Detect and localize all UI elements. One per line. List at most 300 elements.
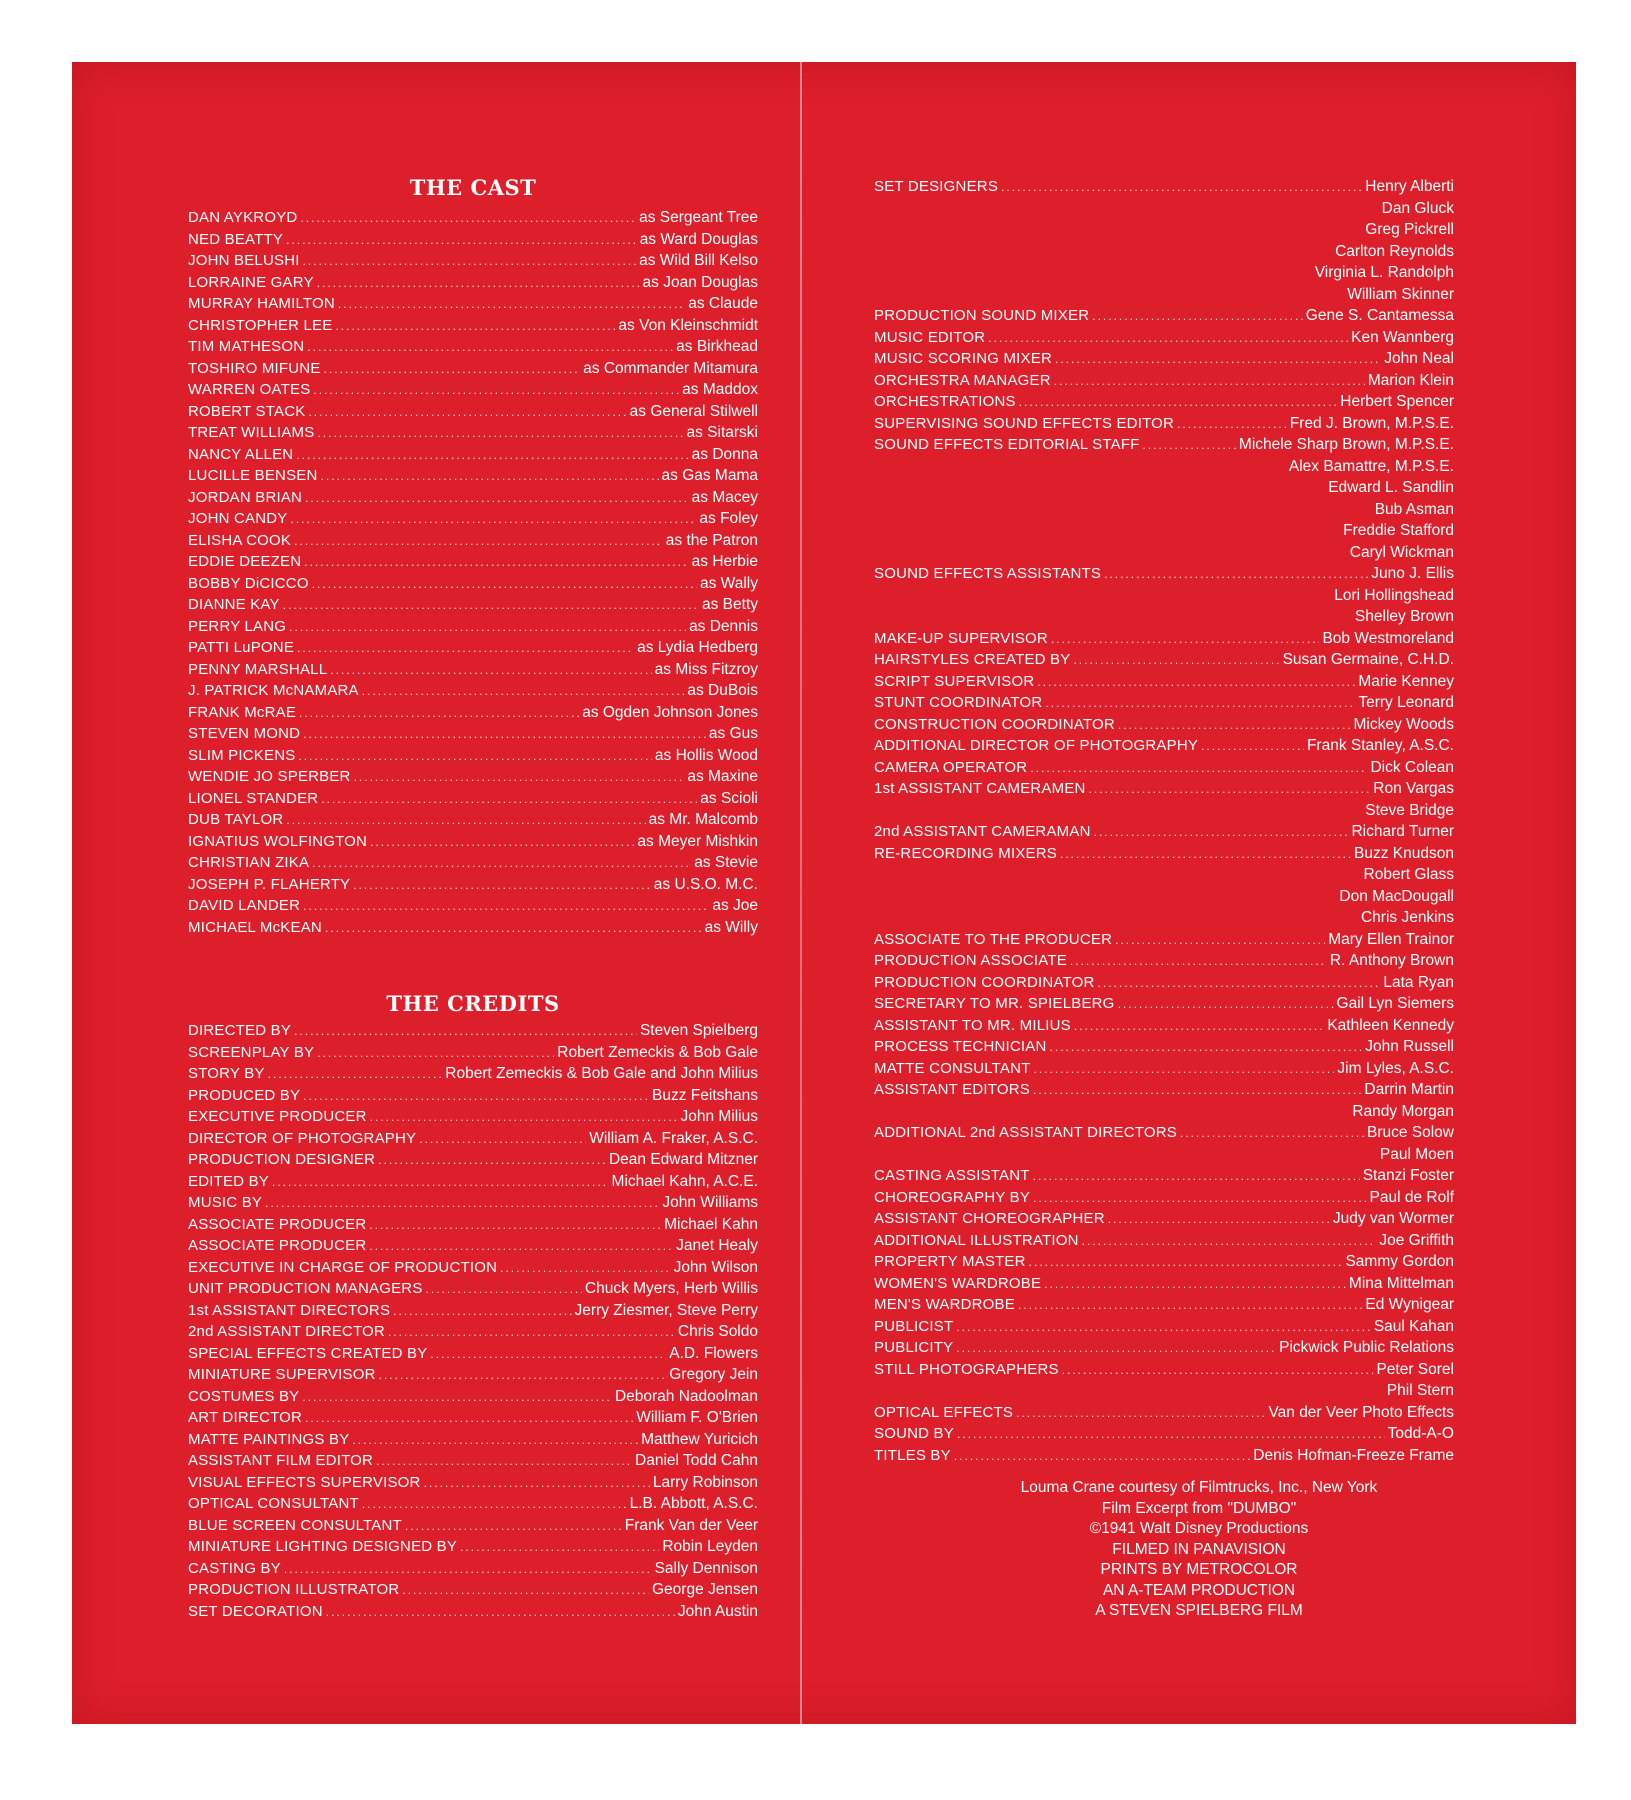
crew-entry-value: William Skinner [1347, 285, 1454, 303]
crew-entry-value: Susan Germaine, C.H.D. [1282, 651, 1454, 668]
credit-entry [188, 1450, 758, 1472]
credits-heading: THE CREDITS [386, 991, 560, 1016]
crew-entry [874, 413, 1454, 435]
credit-entry [188, 1472, 758, 1494]
dot-leader [426, 1279, 582, 1301]
credit-entry [188, 1171, 758, 1193]
crew-entry [874, 1337, 1454, 1359]
crew-entry [874, 671, 1454, 693]
crew-list [874, 176, 1454, 1466]
crew-entry-value: Kathleen Kennedy [1327, 1016, 1454, 1034]
crew-entry-value: Gene S. Cantamessa [1305, 307, 1454, 324]
crew-entry [874, 1423, 1454, 1445]
crew-entry-value: Dan Gluck [1381, 199, 1454, 217]
crew-entry-label: STUNT COORDINATOR [874, 694, 1043, 711]
dot-leader [1118, 715, 1351, 737]
crew-entry-value: Herbert Spencer [1340, 393, 1454, 410]
credit-entry [188, 1020, 758, 1042]
crew-entry-label: ORCHESTRATIONS [874, 393, 1016, 410]
credit-entry [188, 1128, 758, 1150]
cast-entry-label: WENDIE JO SPERBER [188, 768, 351, 785]
crew-entry [874, 563, 1454, 585]
credit-entry [188, 1278, 758, 1300]
crew-entry [874, 1230, 1454, 1252]
cast-entry-label: STEVEN MOND [188, 725, 301, 742]
crew-entry-value: Bub Asman [1374, 500, 1454, 518]
cast-entry-label: JOHN BELUSHI [188, 252, 300, 269]
cast-entry [188, 723, 758, 745]
dot-leader [1033, 1166, 1360, 1188]
cast-entry [188, 659, 758, 681]
cast-entry-label: NANCY ALLEN [188, 445, 294, 463]
crew-entry [874, 1015, 1454, 1037]
crew-entry-label: ASSISTANT CHOREOGRAPHER [874, 1210, 1105, 1227]
crew-entry-value: Ron Vargas [1373, 780, 1454, 797]
crew-entry-value: Juno J. Ellis [1371, 565, 1454, 582]
cast-entry [188, 250, 758, 272]
crew-entry-label: ASSOCIATE TO THE PRODUCER [874, 930, 1113, 948]
crew-entry [874, 1079, 1454, 1101]
dot-leader [305, 1408, 633, 1430]
cast-entry-label: WARREN OATES [188, 381, 311, 398]
cast-entry-label: JOHN CANDY [188, 510, 288, 527]
footer-line: Louma Crane courtesy of Filmtrucks, Inc., New York [1020, 1479, 1378, 1496]
crew-entry-value: Chris Jenkins [1360, 909, 1454, 926]
cast-entry-label: J. PATRICK McNAMARA [188, 682, 359, 699]
cast-entry-value: as Sergeant Tree [639, 209, 758, 226]
dot-leader [1051, 629, 1320, 651]
crew-entry-label: STILL PHOTOGRAPHERS [874, 1360, 1059, 1378]
dot-leader [1089, 779, 1371, 801]
cast-entry [188, 702, 758, 724]
crew-entry [874, 606, 1454, 628]
dot-leader [460, 1537, 659, 1559]
dot-leader [362, 1494, 627, 1516]
dot-leader [312, 853, 691, 875]
crew-entry [874, 735, 1454, 757]
dot-leader [268, 1064, 443, 1086]
cast-entry [188, 809, 758, 831]
dot-leader [402, 1580, 649, 1602]
cast-entry-value: as Scioli [700, 789, 758, 807]
cast-entry-value: as Mr. Malcomb [648, 811, 758, 828]
dot-leader [1033, 1188, 1366, 1210]
cast-entry-label: FRANK McRAE [188, 703, 297, 721]
crew-entry-value: Van der Veer Photo Effects [1268, 1403, 1454, 1421]
dot-leader [405, 1516, 622, 1538]
crew-entry [874, 993, 1454, 1015]
crew-entry-value: Robert Glass [1363, 866, 1454, 883]
crew-entry-value: Dick Colean [1370, 758, 1454, 776]
crew-entry [874, 262, 1454, 284]
crew-entry-value: Darrin Martin [1364, 1081, 1454, 1098]
crew-entry-value: Alex Bamattre, M.P.S.E. [1288, 457, 1454, 475]
credit-entry-value: Robert Zemeckis & Bob Gale and John Milius [445, 1065, 758, 1082]
crew-entry [874, 1445, 1454, 1467]
credit-entry-label: EXECUTIVE IN CHARGE OF PRODUCTION [188, 1258, 498, 1276]
crew-entry [874, 176, 1454, 198]
dot-leader [369, 1236, 673, 1258]
crew-entry-label: PRODUCTION ASSOCIATE [874, 952, 1067, 969]
crew-entry-value: Bruce Solow [1366, 1124, 1454, 1141]
crew-entry-label: ORCHESTRA MANAGER [874, 371, 1051, 389]
credit-entry-value: Robin Leyden [662, 1538, 758, 1555]
crew-entry-value: Henry Alberti [1365, 178, 1454, 195]
crew-entry [874, 520, 1454, 542]
crew-entry-value: Fred J. Brown, M.P.S.E. [1289, 414, 1454, 432]
cast-entry-label: MICHAEL McKEAN [188, 918, 322, 936]
crew-entry-value: Saul Kahan [1373, 1317, 1454, 1335]
crew-entry-value: Frank Stanley, A.S.C. [1306, 737, 1454, 754]
cast-entry [188, 358, 758, 380]
crew-entry [874, 886, 1454, 908]
crew-entry [874, 864, 1454, 886]
crew-entry-value: Don MacDougall [1339, 887, 1454, 905]
dot-leader [286, 810, 645, 832]
crew-entry-label: MATTE CONSULTANT [874, 1059, 1031, 1077]
crew-entry-value: Caryl Wickman [1349, 543, 1454, 561]
credit-entry [188, 1493, 758, 1515]
cast-entry-value: as DuBois [687, 682, 758, 699]
crew-entry-value: Buzz Knudson [1354, 844, 1454, 862]
crew-entry-value: Virginia L. Randolph [1314, 264, 1454, 281]
cast-entry-label: TIM MATHESON [188, 338, 305, 355]
credit-entry-label: ASSISTANT FILM EDITOR [188, 1452, 374, 1469]
dot-leader [307, 337, 673, 359]
dot-leader [1050, 1037, 1363, 1059]
credit-entry-label: 2nd ASSISTANT DIRECTOR [188, 1323, 385, 1340]
credit-entry [188, 1149, 758, 1171]
cast-entry [188, 508, 758, 530]
dot-leader [1029, 1252, 1343, 1274]
crew-entry-label: ADDITIONAL 2nd ASSISTANT DIRECTORS [874, 1124, 1177, 1141]
dot-leader [1073, 650, 1279, 672]
crew-entry-label: CASTING ASSISTANT [874, 1167, 1030, 1184]
dot-leader [1098, 973, 1381, 995]
cast-entry [188, 594, 758, 616]
crew-entry [874, 391, 1454, 413]
credit-entry [188, 1601, 758, 1623]
cast-entry-label: CHRISTIAN ZIKA [188, 854, 310, 871]
credit-entry-label: ASSOCIATE PRODUCER [188, 1237, 367, 1254]
dot-leader [313, 380, 679, 402]
credit-entry-label: STORY BY [188, 1065, 265, 1082]
cast-entry [188, 379, 758, 401]
credit-entry [188, 1343, 758, 1365]
dot-leader [1180, 1123, 1364, 1145]
cast-entry [188, 229, 758, 251]
dot-leader [1054, 371, 1365, 393]
dot-leader [321, 789, 697, 811]
dot-leader [1045, 693, 1355, 715]
credit-entry-value: Matthew Yuricich [641, 1430, 758, 1448]
crew-entry-value: Carlton Reynolds [1335, 242, 1454, 260]
crew-entry-value: Denis Hofman-Freeze Frame [1253, 1446, 1454, 1464]
dot-leader [294, 531, 663, 553]
credit-entry [188, 1321, 758, 1343]
crew-entry-label: TITLES BY [874, 1446, 951, 1464]
cast-entry [188, 852, 758, 874]
crew-entry-label: ASSISTANT EDITORS [874, 1081, 1030, 1098]
crew-entry [874, 241, 1454, 263]
crew-entry [874, 1165, 1454, 1187]
crew-entry-label: ADDITIONAL DIRECTOR OF PHOTOGRAPHY [874, 737, 1199, 754]
credit-entry-value: John Milius [680, 1108, 758, 1125]
cast-entry-value: as Commander Mitamura [583, 359, 758, 377]
credit-entry-value: George Jensen [652, 1581, 758, 1598]
crew-entry-label: PRODUCTION COORDINATOR [874, 973, 1095, 991]
cast-entry-value: as Ward Douglas [639, 230, 758, 248]
cast-heading: THE CAST [409, 175, 537, 200]
crew-entry [874, 1144, 1454, 1166]
dot-leader [1070, 951, 1327, 973]
footer-line: AN A-TEAM PRODUCTION [1102, 1581, 1296, 1599]
cast-entry-value: as Von Kleinschmidt [618, 316, 758, 334]
credits-list [188, 1020, 758, 1622]
credit-entry-value: Jerry Ziesmer, Steve Perry [574, 1301, 758, 1319]
cast-entry-value: as Sitarski [686, 424, 758, 441]
dot-leader [424, 1473, 650, 1495]
crew-entry-label: CHOREOGRAPHY BY [874, 1188, 1031, 1206]
dot-leader [303, 1086, 649, 1108]
crew-entry-label: PROCESS TECHNICIAN [874, 1038, 1047, 1055]
credit-entry-value: A.D. Flowers [669, 1344, 758, 1362]
dot-leader [1016, 1403, 1265, 1425]
crew-entry-label: ASSISTANT TO MR. MILIUS [874, 1016, 1071, 1034]
credit-entry-value: Deborah Nadoolman [614, 1387, 758, 1405]
crew-entry [874, 821, 1454, 843]
crew-entry-label: PRODUCTION SOUND MIXER [874, 307, 1090, 324]
crew-entry-label: MUSIC EDITOR [874, 328, 986, 346]
cast-entry-label: PATTI LuPONE [188, 639, 295, 656]
dot-leader [419, 1129, 586, 1151]
credit-entry-value: Frank Van der Veer [624, 1516, 758, 1534]
credit-entry [188, 1042, 758, 1064]
cast-entry-value: as Betty [702, 596, 758, 613]
cast-entry [188, 207, 758, 229]
dot-leader [324, 359, 581, 381]
footer-notes [874, 1478, 1454, 1622]
crew-entry-value: R. Anthony Brown [1329, 952, 1454, 969]
crew-entry [874, 1402, 1454, 1424]
dot-leader [286, 230, 637, 252]
crew-entry [874, 950, 1454, 972]
cast-entry-label: DIANNE KAY [188, 596, 280, 613]
crew-entry-value: Sammy Gordon [1345, 1253, 1454, 1270]
crew-entry-value: Lata Ryan [1383, 973, 1454, 991]
crew-entry-label: SCRIPT SUPERVISOR [874, 672, 1035, 690]
credit-entry [188, 1429, 758, 1451]
crew-entry-value: Michele Sharp Brown, M.P.S.E. [1238, 436, 1454, 453]
cast-entry [188, 766, 758, 788]
dot-leader [291, 509, 697, 531]
dot-leader [335, 316, 615, 338]
credit-entry-value: John Williams [662, 1194, 758, 1211]
cast-entry-value: as Ogden Johnson Jones [582, 703, 758, 721]
cast-entry [188, 917, 758, 939]
crew-entry-value: Pickwick Public Relations [1279, 1339, 1454, 1356]
credit-entry-value: Sally Dennison [654, 1559, 758, 1577]
cast-entry [188, 874, 758, 896]
dot-leader [379, 1365, 667, 1387]
cast-entry-value: as Wally [700, 574, 758, 592]
crew-entry-label: SECRETARY TO MR. SPIELBERG [874, 995, 1115, 1012]
crew-entry-value: Greg Pickrell [1365, 221, 1454, 238]
dot-leader [302, 1387, 612, 1409]
crew-entry-value: Joe Griffith [1379, 1231, 1454, 1249]
cast-entry-value: as Dennis [689, 617, 758, 635]
crew-entry [874, 585, 1454, 607]
dot-leader [1001, 177, 1362, 199]
cast-entry [188, 680, 758, 702]
crew-entry [874, 327, 1454, 349]
cast-entry-label: TREAT WILLIAMS [188, 424, 315, 441]
credit-entry-value: John Austin [677, 1602, 758, 1620]
credit-entry-value: L.B. Abbott, A.S.C. [629, 1495, 758, 1512]
credit-entry [188, 1063, 758, 1085]
dot-leader [1019, 392, 1338, 414]
dot-leader [283, 595, 699, 617]
crew-entry-value: Bob Westmoreland [1322, 629, 1454, 647]
crew-entry-label: SET DESIGNERS [874, 178, 999, 195]
cast-entry-value: as Willy [704, 918, 758, 936]
crew-entry-value: Terry Leonard [1358, 694, 1454, 711]
dot-leader [294, 1021, 637, 1043]
dot-leader [303, 724, 706, 746]
dot-leader [393, 1301, 571, 1323]
dot-leader [1030, 758, 1367, 780]
credit-entry-label: VISUAL EFFECTS SUPERVISOR [188, 1473, 421, 1491]
crew-entry-value: John Neal [1384, 350, 1454, 367]
crew-entry [874, 477, 1454, 499]
crew-entry [874, 692, 1454, 714]
credit-entry [188, 1257, 758, 1279]
footer-line: Film Excerpt from "DUMBO" [1101, 1499, 1297, 1517]
cast-entry [188, 315, 758, 337]
cast-entry-label: ELISHA COOK [188, 531, 292, 549]
credit-entry-label: BLUE SCREEN CONSULTANT [188, 1516, 402, 1534]
dot-leader [321, 466, 659, 488]
credit-entry-label: EXECUTIVE PRODUCER [188, 1108, 367, 1125]
crew-entry [874, 649, 1454, 671]
dot-leader [325, 918, 702, 940]
dot-leader [272, 1172, 609, 1194]
crew-entry [874, 757, 1454, 779]
crew-entry [874, 1187, 1454, 1209]
credit-entry [188, 1214, 758, 1236]
dot-leader [500, 1258, 670, 1280]
dot-leader [317, 1043, 554, 1065]
credit-entry-label: MUSIC BY [188, 1194, 263, 1211]
credit-entry-label: MATTE PAINTINGS BY [188, 1430, 350, 1448]
dot-leader [1082, 1231, 1377, 1253]
crew-entry-value: Todd-A-O [1387, 1425, 1454, 1442]
cast-entry-label: MURRAY HAMILTON [188, 295, 335, 312]
credit-entry-value: Dean Edward Mitzner [608, 1151, 758, 1168]
dot-leader [988, 328, 1348, 350]
crew-entry [874, 1208, 1454, 1230]
crew-entry-value: Paul Moen [1379, 1145, 1454, 1163]
credit-entry-value: Steven Spielberg [639, 1022, 758, 1039]
cast-list [188, 207, 758, 938]
credit-entry-label: EDITED BY [188, 1172, 269, 1190]
credit-entry [188, 1364, 758, 1386]
cast-entry [188, 573, 758, 595]
cast-entry [188, 401, 758, 423]
crew-entry [874, 800, 1454, 822]
dot-leader [303, 896, 709, 918]
cast-entry-value: as Maxine [687, 768, 758, 785]
crew-entry [874, 714, 1454, 736]
credit-entry-label: OPTICAL CONSULTANT [188, 1495, 359, 1512]
dot-leader [1104, 564, 1368, 586]
dot-leader [300, 208, 636, 230]
dot-leader [354, 767, 685, 789]
crew-entry-value: Peter Sorel [1376, 1360, 1454, 1378]
dot-leader [297, 638, 634, 660]
cast-entry [188, 336, 758, 358]
crew-entry-value: Phil Stern [1386, 1382, 1454, 1399]
crew-entry-value: Stanzi Foster [1362, 1167, 1454, 1184]
crew-entry-value: Marion Klein [1367, 371, 1454, 389]
center-fold-crease [800, 60, 802, 1724]
crew-entry [874, 778, 1454, 800]
credit-entry-label: SET DECORATION [188, 1602, 323, 1620]
cast-entry-label: DAVID LANDER [188, 897, 301, 914]
dot-leader [298, 746, 651, 768]
dot-leader [1062, 1360, 1374, 1382]
dot-leader [370, 832, 634, 854]
crew-entry [874, 284, 1454, 306]
crew-entry-value: Freddie Stafford [1343, 522, 1454, 539]
cast-entry-value: as Hollis Wood [654, 746, 758, 764]
credit-entry-label: ASSOCIATE PRODUCER [188, 1215, 367, 1233]
credit-entry-label: SPECIAL EFFECTS CREATED BY [188, 1344, 428, 1362]
cast-entry-value: as Stevie [694, 854, 758, 871]
credit-entry-label: DIRECTED BY [188, 1022, 292, 1039]
crew-entry [874, 542, 1454, 564]
crew-entry-label: RE-RECORDING MIXERS [874, 844, 1057, 862]
dot-leader [956, 1338, 1276, 1360]
credit-entry-label: CASTING BY [188, 1559, 281, 1577]
crew-entry [874, 370, 1454, 392]
cast-entry-label: LIONEL STANDER [188, 789, 319, 807]
credit-entry-label: PRODUCTION DESIGNER [188, 1151, 376, 1168]
crew-entry [874, 907, 1454, 929]
credit-entry-label: 1st ASSISTANT DIRECTORS [188, 1301, 391, 1319]
cast-entry-label: ROBERT STACK [188, 402, 306, 420]
crew-entry-value: Marie Kenney [1358, 672, 1454, 690]
credit-entry-value: Gregory Jein [669, 1366, 758, 1383]
dot-leader [1044, 1274, 1346, 1296]
credit-entry-label: MINIATURE SUPERVISOR [188, 1366, 376, 1383]
cast-entry [188, 637, 758, 659]
dot-leader [362, 681, 685, 703]
cast-entry [188, 422, 758, 444]
cast-entry-value: as U.S.O. M.C. [653, 875, 758, 893]
dot-leader [303, 251, 637, 273]
crew-entry-label: OPTICAL EFFECTS [874, 1403, 1014, 1421]
dot-leader [308, 402, 626, 424]
cast-entry [188, 293, 758, 315]
cast-entry [188, 530, 758, 552]
dot-leader [430, 1344, 666, 1366]
credit-entry [188, 1106, 758, 1128]
cast-entry-label: PENNY MARSHALL [188, 660, 328, 678]
dot-leader [338, 294, 685, 316]
crew-entry-label: PUBLICITY [874, 1339, 954, 1356]
crew-entry-label: SOUND EFFECTS EDITORIAL STAFF [874, 436, 1140, 453]
